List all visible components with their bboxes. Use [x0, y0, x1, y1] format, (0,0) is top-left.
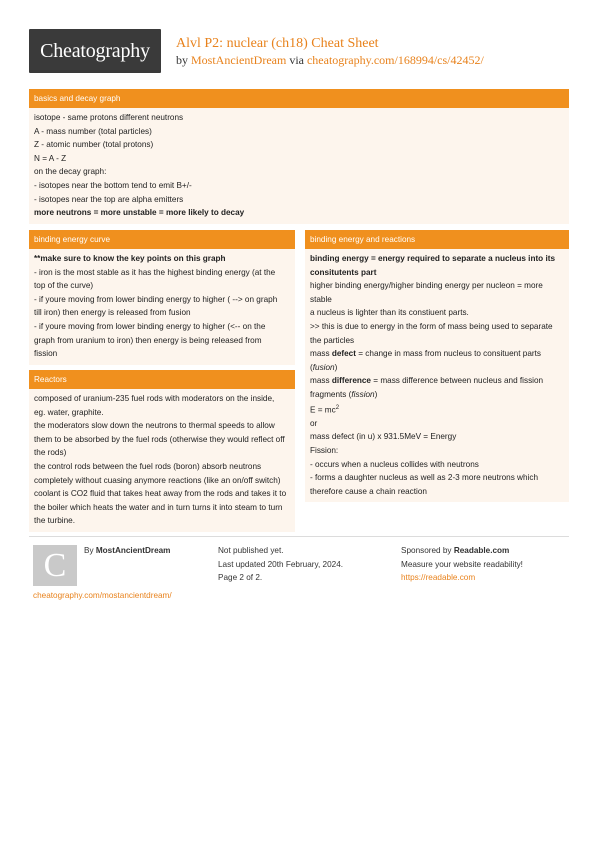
author-link[interactable]: MostAncientDream	[191, 53, 287, 67]
line: the control rods between the fuel rods (boron) absorb neutrons	[34, 461, 262, 471]
section-title: Reactors	[29, 370, 295, 389]
line: Fission:	[310, 446, 339, 456]
line: fission	[34, 349, 58, 359]
avatar-letter: C	[43, 546, 67, 584]
line: or	[310, 418, 318, 428]
section-title: binding energy curve	[29, 230, 295, 249]
section-body	[29, 108, 569, 224]
section-title: binding energy and reactions	[305, 230, 569, 249]
text-part: )	[374, 389, 378, 399]
section-reactors	[29, 370, 295, 532]
section-basics	[29, 89, 569, 224]
line: Z - atomic number (total protons)	[34, 140, 154, 150]
line: coolant is CO2 fluid that takes heat away from the rods and takes it to	[34, 489, 287, 499]
line: the particles	[310, 335, 355, 345]
line: the turbine.	[34, 516, 75, 526]
text-part: E = mc	[310, 405, 336, 415]
line: completely without cuasing anymore reactions (like an on/off switch)	[34, 475, 281, 485]
page-number: Page 2 of 2.	[218, 573, 263, 582]
sheet-title: Alvl P2: nuclear (ch18) Cheat Sheet	[176, 36, 379, 51]
text-part: )	[334, 362, 338, 372]
line: isotope - same protons different neutrons	[34, 113, 184, 122]
bold-term: defect	[331, 349, 356, 359]
line: the moderators slow down the neutrons to thermal speeds to allow	[34, 421, 275, 431]
via-word: via	[289, 53, 304, 67]
byline	[176, 53, 484, 68]
line: - iron is the most stable as it has the highest binding energy (at the	[34, 267, 276, 277]
line: the rods)	[34, 448, 67, 458]
author-avatar[interactable]	[33, 545, 77, 586]
line: higher binding energy/higher binding energy per nucleon = more	[310, 281, 543, 291]
sponsor-line	[401, 544, 523, 558]
line: till iron) then energy is released from fusion	[34, 308, 191, 318]
section-binding-curve	[29, 230, 295, 365]
line	[310, 347, 564, 361]
text-part: = change in mass from nucleus to consituent parts	[355, 349, 541, 359]
cheatography-logo[interactable]	[29, 29, 161, 73]
sponsor-name[interactable]: Readable.com	[453, 546, 510, 555]
footer-sponsor	[401, 544, 523, 585]
text-part: (	[310, 362, 313, 372]
logo-text: Cheatography	[40, 39, 150, 62]
by-word: By	[84, 546, 94, 555]
line: >> this is due to energy in the form of mass being used to separate	[310, 321, 553, 331]
section-body	[29, 249, 295, 365]
line: consitutents part	[310, 267, 377, 277]
line: N = A - Z	[34, 153, 67, 163]
section-binding-reactions	[305, 230, 569, 502]
footer-author-link[interactable]: MostAncientDream	[95, 546, 171, 555]
line: top of the curve)	[34, 281, 94, 291]
line: stable	[310, 294, 332, 304]
sheet-url-link[interactable]: cheatography.com/168994/cs/42452/	[306, 53, 484, 67]
italic-term: fusion	[312, 362, 335, 372]
line: a nucleus is lighter than its constiuent parts.	[310, 308, 469, 318]
text-part: fragments (	[310, 389, 352, 399]
line: - isotopes near the bottom tend to emit B+/-	[34, 180, 192, 190]
superscript: 2	[335, 404, 340, 411]
italic-term: fission	[351, 389, 375, 399]
line: the boiler which heats the water and in turn turns it into steam to turn	[34, 502, 283, 512]
line: them to be absorbed by the fuel rods (otherwise they would reflect off	[34, 434, 285, 444]
text-part: mass	[310, 376, 332, 386]
line: mass defect (in u) x 931.5MeV = Energy	[310, 432, 457, 442]
line: more neutrons = more unstable = more likely to decay	[34, 208, 245, 218]
line	[310, 402, 564, 417]
line: - if youre moving from lower binding energy to higher ( --> on graph	[34, 294, 278, 304]
line: eg. water, graphite.	[34, 407, 104, 417]
line: graph from uranium to iron) then energy is being released from	[34, 335, 262, 345]
last-updated: Last updated 20th February, 2024.	[218, 559, 344, 569]
line: therefore cause a chain reaction	[310, 486, 427, 496]
section-body	[305, 249, 569, 502]
line: - isotopes near the top are alpha emitters	[34, 194, 184, 204]
line	[310, 388, 564, 402]
section-body	[29, 389, 295, 532]
sponsor-text: Measure your website readability!	[401, 559, 523, 569]
sponsor-link[interactable]: https://readable.com	[401, 573, 476, 582]
line: composed of uranium-235 fuel rods with moderators on the inside,	[34, 394, 275, 403]
line	[310, 361, 564, 375]
footer-divider	[29, 536, 569, 537]
line: binding energy = energy required to separate a nucleus into its	[310, 254, 556, 263]
footer-author	[84, 544, 170, 558]
line: - occurs when a nucleus collides with neutrons	[310, 459, 479, 469]
line: on the decay graph:	[34, 167, 107, 177]
footer-publish-info	[218, 544, 343, 585]
section-title: basics and decay graph	[29, 89, 569, 108]
line: - if youre moving from lower binding energy to higher (<-- on the	[34, 321, 266, 331]
by-word: by	[176, 53, 188, 67]
author-profile-link[interactable]: cheatography.com/mostancientdream/	[33, 591, 172, 600]
publish-status: Not published yet.	[218, 546, 284, 555]
line: **make sure to know the key points on this graph	[34, 254, 226, 263]
text-part: = mass difference between nucleus and fission	[370, 376, 544, 386]
line: A - mass number (total particles)	[34, 126, 152, 136]
line	[310, 374, 564, 388]
sponsor-prefix: Sponsored by	[401, 546, 454, 555]
bold-term: difference	[331, 376, 371, 386]
line: - forms a daughter nucleus as well as 2-3 more neutrons which	[310, 473, 538, 483]
text-part: mass	[310, 349, 332, 359]
